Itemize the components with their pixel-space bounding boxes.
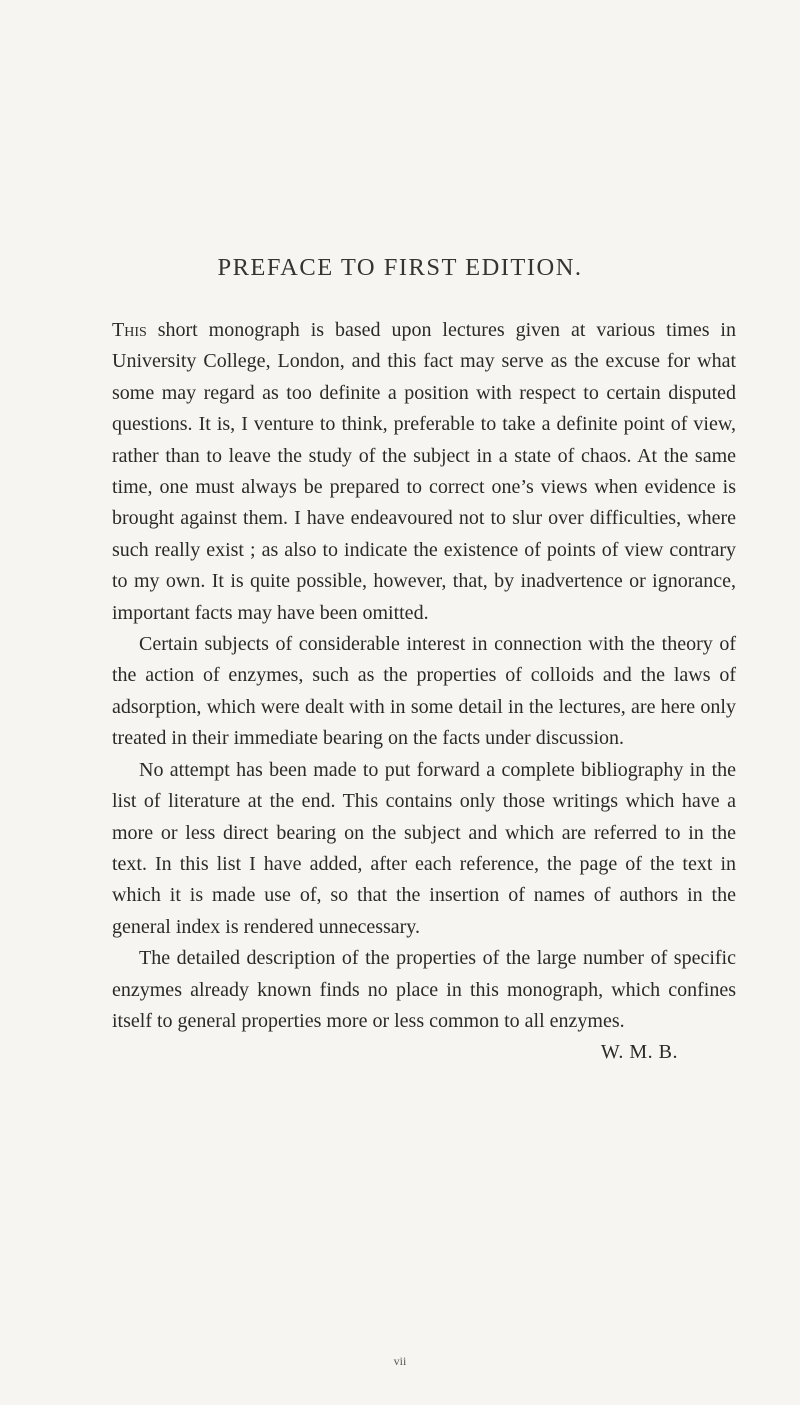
paragraph-3: No attempt has been made to put forward a complete bibliography in the list of literature at the end. This contains only those writings which have a more or less direct bearing on the subject and which are referred to in the text. In this list I have added, after each reference, the page of the text in which it is made use of, so that the insertion of names of authors in the general index is rendered unnecessary. <box>112 758 736 938</box>
page-title: PREFACE TO FIRST EDITION. <box>217 254 583 281</box>
author-signature: W. M. B. <box>600 1041 678 1064</box>
paragraph-2: Certain subjects of considerable interest in connection with the theory of the action of enzymes, such as the properties of colloids and the laws of adsorption, which were dealt with in some detail in the lectures, are here only treated in their immediate bearing on the facts under discussion. <box>112 633 736 750</box>
page-number: vii <box>393 1354 407 1368</box>
paragraph-4: The detailed description of the properties of the large number of specific enzymes already known finds no place in this monograph, which confines itself to general properties more or less common to all enzymes. <box>112 947 736 1032</box>
paragraph-1 <box>112 315 736 629</box>
paragraph-1-lead: This <box>112 319 147 341</box>
preface-body <box>112 315 736 1069</box>
paragraph-1-text: short monograph is based upon lectures given at various times in University College, London, and this fact may serve as the excuse for what some may regard as too definite a position with respect to certain disputed questions. It is, I venture to think, preferable to take a definite point of view, rather than to leave the study of the subject in a state of chaos. At the same time, one must always be prepared to correct one’s views when evidence is brought against them. I have endeavoured not to slur over difficulties, where such really exist ; as also to indicate the existence of points of view contrary to my own. It is quite possible, however, that, by inadvertence or ignorance, important facts may have been omitted. <box>112 319 736 624</box>
